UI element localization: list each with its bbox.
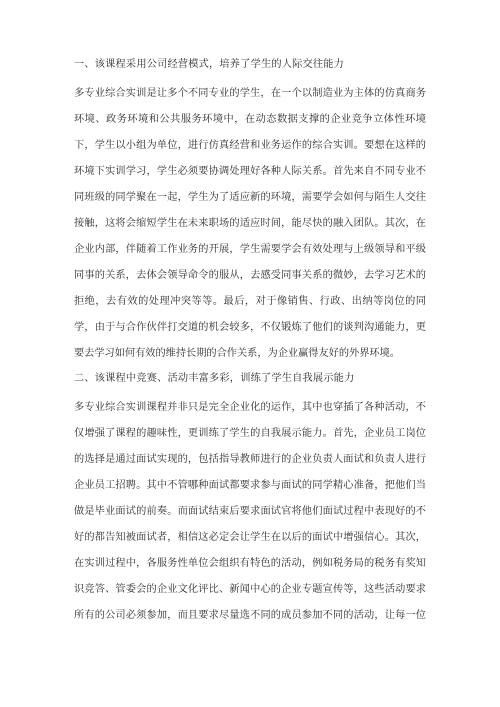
paragraph-line: 要去学习如何有效的维持长期的合作关系，为企业赢得友好的外界环境。: [74, 348, 400, 359]
paragraph-line: 企业员工招聘。其中不管哪种面试都要求参与面试的同学精心准备，把他们当: [74, 480, 426, 491]
paragraph-line: 仅增强了课程的趣味性，更训练了学生的自我展示能力。首先，企业员工岗位: [74, 428, 426, 439]
section-heading-1: 一、该课程采用公司经营模式，培养了学生的人际交往能力: [74, 59, 345, 70]
paragraph-line: 所有的公司必须参加，而且要求尽量选不同的成员参加不同的活动，让每一位: [74, 610, 426, 621]
paragraph-line: 的选择是通过面试实现的，包括指导教师进行的企业负责人面试和负责人进行: [74, 454, 426, 465]
section-2-paragraph: [74, 395, 426, 629]
paragraph-line: 接触，这将会缩短学生在未来职场的适应时间，能尽快的融入团队。其次，在: [74, 218, 426, 229]
paragraph-line: 环境下实训学习，学生必须要协调处理好各种人际关系。首先来自不同专业不: [74, 166, 426, 177]
document-body: [74, 55, 426, 629]
paragraph-line: 在实训过程中，各服务性单位会组织有特色的活动，例如税务局的税务有奖知: [74, 558, 426, 569]
paragraph-line: 企业内部，伴随着工作业务的开展，学生需要学会有效处理与上级领导和平级: [74, 244, 426, 255]
section-heading-2: 二、该课程中竞赛、活动丰富多彩，训练了学生自我展示能力: [74, 373, 355, 384]
paragraph-line: 好的都告知被面试者，相信这必定会让学生在以后的面试中增强信心。其次，: [74, 532, 426, 543]
section-1-paragraph: [74, 81, 426, 367]
paragraph-line: 学，由于与合作伙伴打交道的机会较多，不仅锻炼了他们的谈判沟通能力，更: [74, 322, 426, 333]
paragraph-line: 识竞答、管委会的企业文化评比、新闻中心的企业专题宣传等，这些活动要求: [74, 584, 426, 595]
paragraph-line: 拒绝，去有效的处理冲突等等。最后，对于像销售、行政、出纳等岗位的同: [74, 296, 426, 307]
paragraph-line: 同事的关系，去体会领导命令的服从，去感受同事关系的微妙，去学习艺术的: [74, 270, 426, 281]
paragraph-line: 多专业综合实训课程并非只是完全企业化的运作，其中也穿插了各种活动，不: [74, 402, 426, 413]
paragraph-line: 下，学生以小组为单位，进行仿真经营和业务运作的综合实训。要想在这样的: [74, 140, 426, 151]
paragraph-line: 同班级的同学聚在一起，学生为了适应新的环境，需要学会如何与陌生人交往: [74, 192, 426, 203]
paragraph-line: 多专业综合实训是让多个不同专业的学生，在一个以制造业为主体的仿真商务: [74, 88, 426, 99]
paragraph-line: 环境、政务环境和公共服务环境中，在动态数据支撑的企业竞争立体性环境: [74, 114, 426, 125]
paragraph-line: 做是毕业面试的前奏。而面试结束后要求面试官将他们面试过程中表现好的不: [74, 506, 426, 517]
